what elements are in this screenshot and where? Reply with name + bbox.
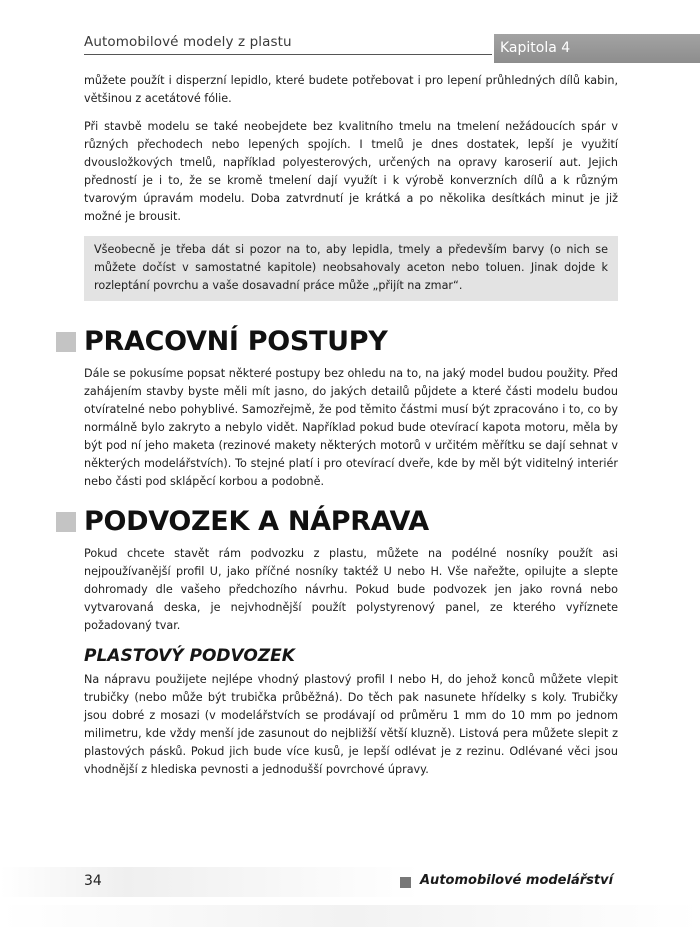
note-box: [84, 236, 618, 301]
running-header: [84, 26, 700, 70]
bottom-strip: [0, 905, 700, 927]
chapter-tab: Kapitola 4: [492, 34, 700, 63]
subsection-title: PLASTOVÝ PODVOZEK: [84, 646, 295, 666]
section-marker: [56, 512, 76, 532]
section-title: PRACOVNÍ POSTUPY: [84, 326, 388, 357]
section-title: PODVOZEK A NÁPRAVA: [84, 506, 429, 537]
paragraph-procedures: Dále se pokusíme popsat některé postupy bez ohledu na to, na jaký model budou použity. Před zahájením stavby byste měli mít jasno, do jakých detailů půjdete a které části modelu budou otvíratelné nebo pohyblivé. Samozřejmě, že pod těmito částmi musí být zpracováno i to, co by normálně bylo zakryto a nebylo vidět. Například pokud bude otevírací kapota motoru, měla by být pod ní jeho maketa (rezinové makety některých motorů v určitém měřítku se dají sehnat v některých modelářstvích). To stejné platí i pro otevírací dveře, kde by měl být viditelný interiér nebo části pod sklápěcí korbou a podobně.: [84, 367, 618, 488]
footer-book-title: Automobilové modelářství: [420, 873, 614, 888]
paragraph-adhesives: můžete použít i disperzní lepidlo, které budete potřebovat i pro lepení průhledných dílů kabin, většinou z acetátové fólie.: [84, 74, 618, 105]
note-text: Všeobecně je třeba dát si pozor na to, aby lepidla, tmely a především barvy (o nich se můžete dočíst v samostatné kapitole) neobsahovaly aceton nebo toluen. Jinak dojde k rozleptání povrchu a vaše dosavadní práce může „přijít na zmar“.: [94, 243, 608, 292]
section-marker: [56, 332, 76, 352]
paragraph-chassis: Pokud chcete stavět rám podvozku z plastu, můžete na podélné nosníky použít asi nejpoužívanější profil U, jako příčné nosníky taktéž U nebo H. Vše nařežte, opilujte a slepte dohromady dle vašeho předchozího návrhu. Pokud bude podvozek jen jako rovná nebo vytvarovaná deska, je nejvhodnější použít polystyrenový panel, ze kterého vyříznete požadovaný tvar.: [84, 547, 618, 632]
header-title: Automobilové modely z plastu: [84, 34, 292, 50]
footer-marker: [400, 877, 411, 888]
section-heading-work-procedures: [84, 325, 618, 359]
page-content: [84, 72, 618, 789]
paragraph-putty: Při stavbě modelu se také neobejdete bez kvalitního tmelu na tmelení nežádoucích spár v různých přechodech nebo lepených spojích. I tmelů je dnes dostatek, lepší je využití dvousložkových tmelů, například polyesterových, určených na opravy karoserií aut. Jejich předností je i to, že se kromě tmelení dají využít i k výrobě konverzních dílů a k různým tvarovým úpravám modelu. Doba zatvrdnutí je krátká a po několika desítkách minut je již možné je brousit.: [84, 120, 618, 223]
section-heading-chassis: [84, 505, 618, 539]
page-footer: [0, 865, 700, 905]
paragraph-axle: Na nápravu použijete nejlépe vhodný plastový profil I nebo H, do jehož konců můžete vlepit trubičky (nebo může být trubička průběžná). Do těch pak nasunete hřídelky s koly. Trubičky jsou dobré z mosazi (v modelářstvích se prodávají od průměru 1 mm do 10 mm po jednom milimetru, kde vždy menší jde zasunout do nejbližší větší kluzně). Listová pera můžete slepit z plastových pásků. Pokud jich bude více kusů, je lepší odlévat je z rezinu. Odlévané věci jsou vhodnější z hlediska pevnosti a jednodušší povrchové úpravy.: [84, 673, 618, 776]
page-number: 34: [84, 873, 102, 889]
footer-band: [0, 867, 420, 897]
header-rule: [84, 54, 492, 55]
